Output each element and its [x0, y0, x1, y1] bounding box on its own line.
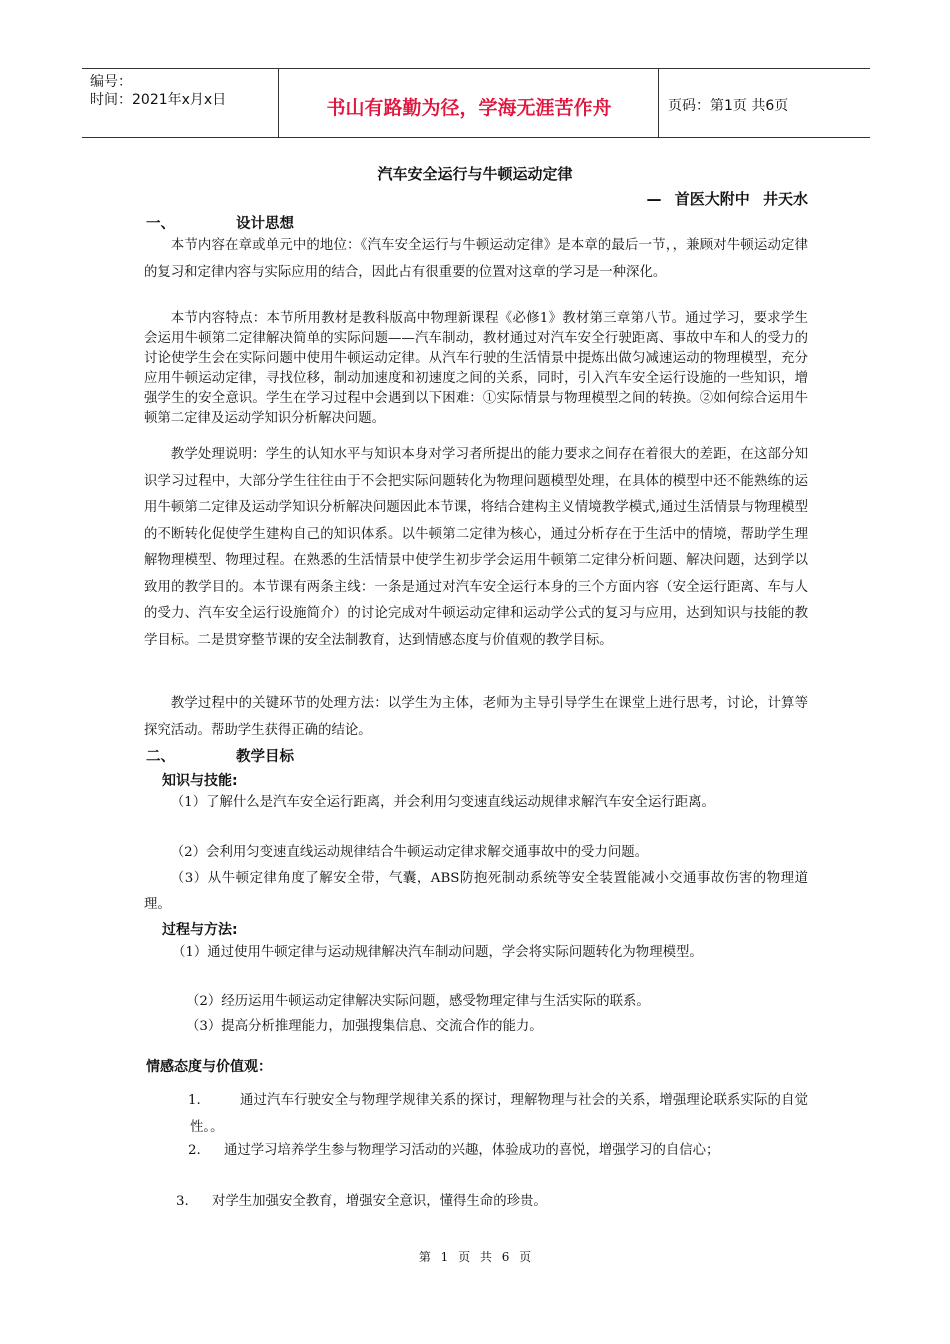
header-motto: 书山有路勤为径，学海无涯苦作舟: [326, 97, 612, 119]
header-code: 编号：: [90, 74, 132, 90]
knowledge-item-1: （1）了解什么是汽车安全运行距离，并会利用匀变速直线运动规律求解汽车安全运行距离。: [170, 795, 715, 810]
section1-heading: [146, 212, 294, 233]
attitude-item-1-number: 1.: [188, 1093, 201, 1108]
header-date: 时间：2021年x月x日: [90, 92, 227, 108]
knowledge-heading: 知识与技能:: [162, 773, 238, 789]
header-meta: [90, 73, 274, 109]
section1-paragraph-2: 本节内容特点：本节所用教材是教科版高中物理新课程《必修1》教材第三章第八节。通过学习，要求学生会运用牛顿第二定律解决简单的实际问题——汽车制动，教材通过对汽车安全行驶距离、事故中车和人的受力的讨论使学生会在实际问题中使用牛顿运动定律。从汽车行驶的生活情景中提炼出做匀减速运动的物理模型，充分应用牛顿运动定律，寻找位移，制动加速度和初速度之间的关系，同时，引入汽车安全运行设施的一些知识，增强学生的安全意识。学生在学习过程中会遇到以下困难：①实际情景与物理模型之间的转换。②如何综合运用牛顿第二定律及运动学知识分析解决问题。: [144, 311, 808, 426]
header-divider: [278, 69, 279, 137]
attitude-item-1: 通过汽车行驶安全与物理学规律关系的探讨，理解物理与社会的关系，增强理论联系实际的自觉性。。: [190, 1093, 808, 1135]
section1-number: 一、: [146, 216, 175, 232]
attitude-item-2: 通过学习培养学生参与物理学习活动的兴趣，体验成功的喜悦，增强学习的自信心；: [224, 1143, 720, 1158]
process-item-1: [172, 940, 810, 965]
attitude-item-3-number: 3.: [176, 1194, 189, 1209]
section1-paragraph-4: 教学过程中的关键环节的处理方法：以学生为主体，老师为主导引导学生在课堂上进行思考，讨论，计算等探究活动。帮助学生获得正确的结论。: [144, 696, 808, 738]
knowledge-item-3: （3）从牛顿定律角度了解安全带，气囊，ABS防抱死制动系统等安全装置能减小交通事故伤害的物理道理。: [144, 871, 808, 912]
doc-author: — 首医大附中 井天水: [646, 190, 808, 208]
doc-title: 汽车安全运行与牛顿运动定律: [377, 165, 573, 183]
attitude-heading: 情感态度与价值观：: [146, 1059, 272, 1075]
page-header: [82, 68, 870, 138]
process-item-2: （2）经历运用牛顿运动定律解决实际问题，感受物理定律与生活实际的联系。: [186, 994, 650, 1009]
section1-paragraph-3: 教学处理说明：学生的认知水平与知识本身对学习者所提出的能力要求之间存在着很大的差距，在这部分知识学习过程中，大部分学生往往由于不会把实际问题转化为物理问题模型处理，在具体的模型中还不能熟练的运用牛顿第二定律及运动学知识分析解决问题因此本节课，将结合建构主义情境教学模式,通过生活情景与物理模型的不断转化促使学生建构自己的知识体系。以牛顿第二定律为核心，通过分析存在于生活中的情境，帮助学生理解物理模型、物理过程。在熟悉的生活情景中使学生初步学会运用牛顿第二定律分析问题、解决问题，达到学以致用的教学目的。本节课有两条主线：一条是通过对汽车安全运行本身的三个方面内容（安全运行距离、车与人的受力、汽车安全运行设施简介）的讨论完成对牛顿运动定律和运动学公式的复习与应用，达到知识与技能的教学目标。二是贯穿整节课的安全法制教育，达到情感态度与价值观的教学目标。: [144, 447, 808, 648]
attitude-item-3: 对学生加强安全教育，增强安全意识，懂得生命的珍贵。: [212, 1194, 547, 1209]
section2-heading: [146, 745, 294, 766]
section1-paragraph-1: 本节内容在章或单元中的地位：《汽车安全运行与牛顿运动定律》是本章的最后一节，，兼顾对牛顿运动定律的复习和定律内容与实际应用的结合，因此占有很重要的位置对这章的学习是一种深化。: [144, 238, 808, 280]
knowledge-item-2: （2）会利用匀变速直线运动规律结合牛顿运动定律求解交通事故中的受力问题。: [170, 845, 648, 860]
page-footer: 第 1 页 共 6 页: [418, 1250, 532, 1264]
section1-title: 设计思想: [236, 216, 294, 232]
process-item-1-text: （1）通过使用牛顿定律与运动规律解决汽车制动问题，学会将实际问题转化为物理模型。: [172, 945, 703, 960]
process-heading: 过程与方法:: [162, 922, 238, 938]
section2-title: 教学目标: [236, 749, 294, 765]
header-page-info: 页码：第1页 共6页: [668, 98, 789, 114]
process-item-3: （3）提高分析推理能力，加强搜集信息、交流合作的能力。: [186, 1019, 543, 1034]
header-divider: [658, 69, 659, 137]
attitude-item-2-number: 2.: [188, 1143, 201, 1158]
section2-number: 二、: [146, 749, 175, 765]
